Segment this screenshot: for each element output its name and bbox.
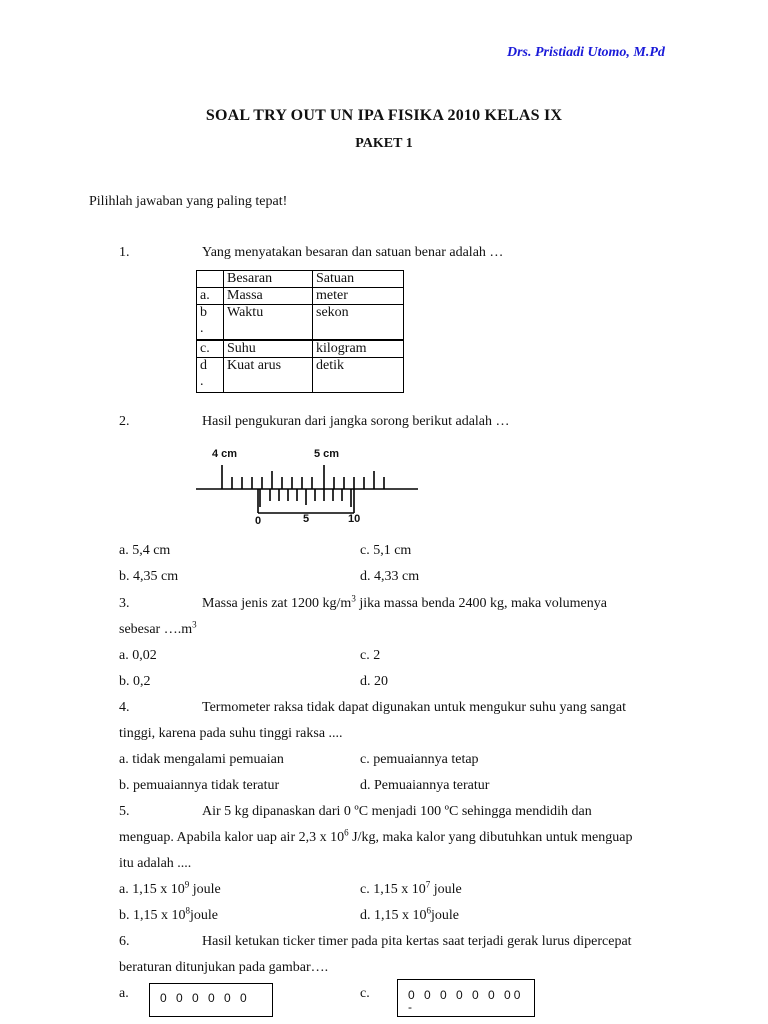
question-2-number: 2. [119, 414, 130, 429]
question-5-text-line2: menguap. Apabila kalor uap air 2,3 x $10^6$ J/kg, maka kalor yang dibutuhkan untuk menguap [119, 827, 633, 845]
ticker-dots-c: 0 0 0 0 0 0 00 [408, 988, 524, 1002]
q4-option-c: c. pemuaiannya tetap [360, 752, 479, 767]
q4-option-a: a. tidak mengalami pemuaian [119, 752, 284, 767]
q4-option-b: b. pemuaiannya tidak teratur [119, 778, 280, 793]
question-3-number: 3. [119, 596, 130, 611]
question-5-text-line3: itu adalah .... [119, 856, 192, 871]
q5-option-b: b. 1,15 x $10^8joule$ [119, 905, 218, 923]
q3-option-d: d. 20 [360, 674, 388, 689]
question-6-text: Hasil ketukan ticker timer pada pita kertas saat terjadi gerak lurus dipercepat [202, 934, 632, 949]
row-letter: d . [197, 358, 224, 393]
row-besaran: Waktu [224, 305, 313, 341]
table-row [197, 305, 404, 341]
ticker-tape-a [149, 983, 273, 1017]
row-besaran: Suhu [224, 340, 313, 358]
q6-option-c-label: c. [360, 986, 370, 1001]
table-row [197, 340, 404, 358]
row-satuan: detik [313, 358, 404, 393]
header-satuan: Satuan [313, 271, 404, 288]
q3-option-c: c. 2 [360, 648, 381, 663]
vernier-label-5: 5 [303, 513, 310, 525]
question-5-text: Air 5 kg dipanaskan dari 0 ºC menjadi 100 ºC sehingga mendidih dan [202, 804, 592, 819]
page-title: SOAL TRY OUT UN IPA FISIKA 2010 KELAS IX [205, 107, 563, 124]
ticker-tape-c [397, 979, 535, 1017]
question-5-number: 5. [119, 804, 130, 819]
row-besaran: Kuat arus [224, 358, 313, 393]
row-letter: b . [197, 305, 224, 341]
table-header-row [197, 271, 404, 288]
table-row [197, 358, 404, 393]
main-scale-label-5cm: 5 cm [314, 448, 340, 460]
question-1-text: Yang menyatakan besaran dan satuan benar adalah … [202, 245, 504, 260]
besaran-satuan-table [196, 270, 404, 393]
q3-option-b: b. 0,2 [119, 674, 151, 689]
q2-option-a: a. 5,4 cm [119, 543, 171, 558]
question-2-text: Hasil pengukuran dari jangka sorong berikut adalah … [202, 414, 510, 429]
q2-option-b: b. 4,35 cm [119, 569, 179, 584]
page-subtitle: PAKET 1 [355, 136, 413, 151]
vernier-label-0: 0 [255, 515, 262, 527]
table-row [197, 288, 404, 305]
question-6-text-line2: beraturan ditunjukan pada gambar…. [119, 960, 329, 975]
q3-option-a: a. 0,02 [119, 648, 157, 663]
question-4-text-line2: tinggi, karena pada suhu tinggi raksa .... [119, 726, 343, 741]
author-name: Drs. Pristiadi Utomo, M.Pd [507, 45, 665, 60]
vernier-caliper-diagram [194, 443, 424, 529]
header-besaran: Besaran [224, 271, 313, 288]
instruction: Pilihlah jawaban yang paling tepat! [89, 194, 288, 209]
row-letter: a. [197, 288, 224, 305]
q4-option-d: d. Pemuaiannya teratur [360, 778, 490, 793]
row-satuan: sekon [313, 305, 404, 341]
question-3-text: Massa jenis zat 1200 $kg/m^3$ jika massa benda 2400 kg, maka volumenya [202, 593, 607, 611]
row-satuan: meter [313, 288, 404, 305]
q2-option-d: d. 4,33 cm [360, 569, 420, 584]
q2-option-c: c. 5,1 cm [360, 543, 412, 558]
ticker-dots-a: 0 0 0 0 0 0 [160, 991, 250, 1005]
q5-option-a: a. 1,15 x $10^9$ joule [119, 879, 221, 897]
q6-option-a-label: a. [119, 986, 129, 1001]
row-besaran: Massa [224, 288, 313, 305]
question-4-number: 4. [119, 700, 130, 715]
ticker-dash-c: - [408, 1000, 415, 1014]
vernier-label-10: 10 [348, 513, 361, 525]
question-6-number: 6. [119, 934, 130, 949]
question-3-text-line2: sebesar $\dots.m^3$ [119, 619, 197, 637]
question-1-number: 1. [119, 245, 130, 260]
main-scale-label-4cm: 4 cm [212, 448, 238, 460]
q5-option-c: c. 1,15 x $10^7$ joule [360, 879, 462, 897]
q5-option-d: d. 1,15 x $10^6joule$ [360, 905, 459, 923]
row-letter: c. [197, 340, 224, 358]
question-4-text: Termometer raksa tidak dapat digunakan untuk mengukur suhu yang sangat [202, 700, 626, 715]
row-satuan: kilogram [313, 340, 404, 358]
